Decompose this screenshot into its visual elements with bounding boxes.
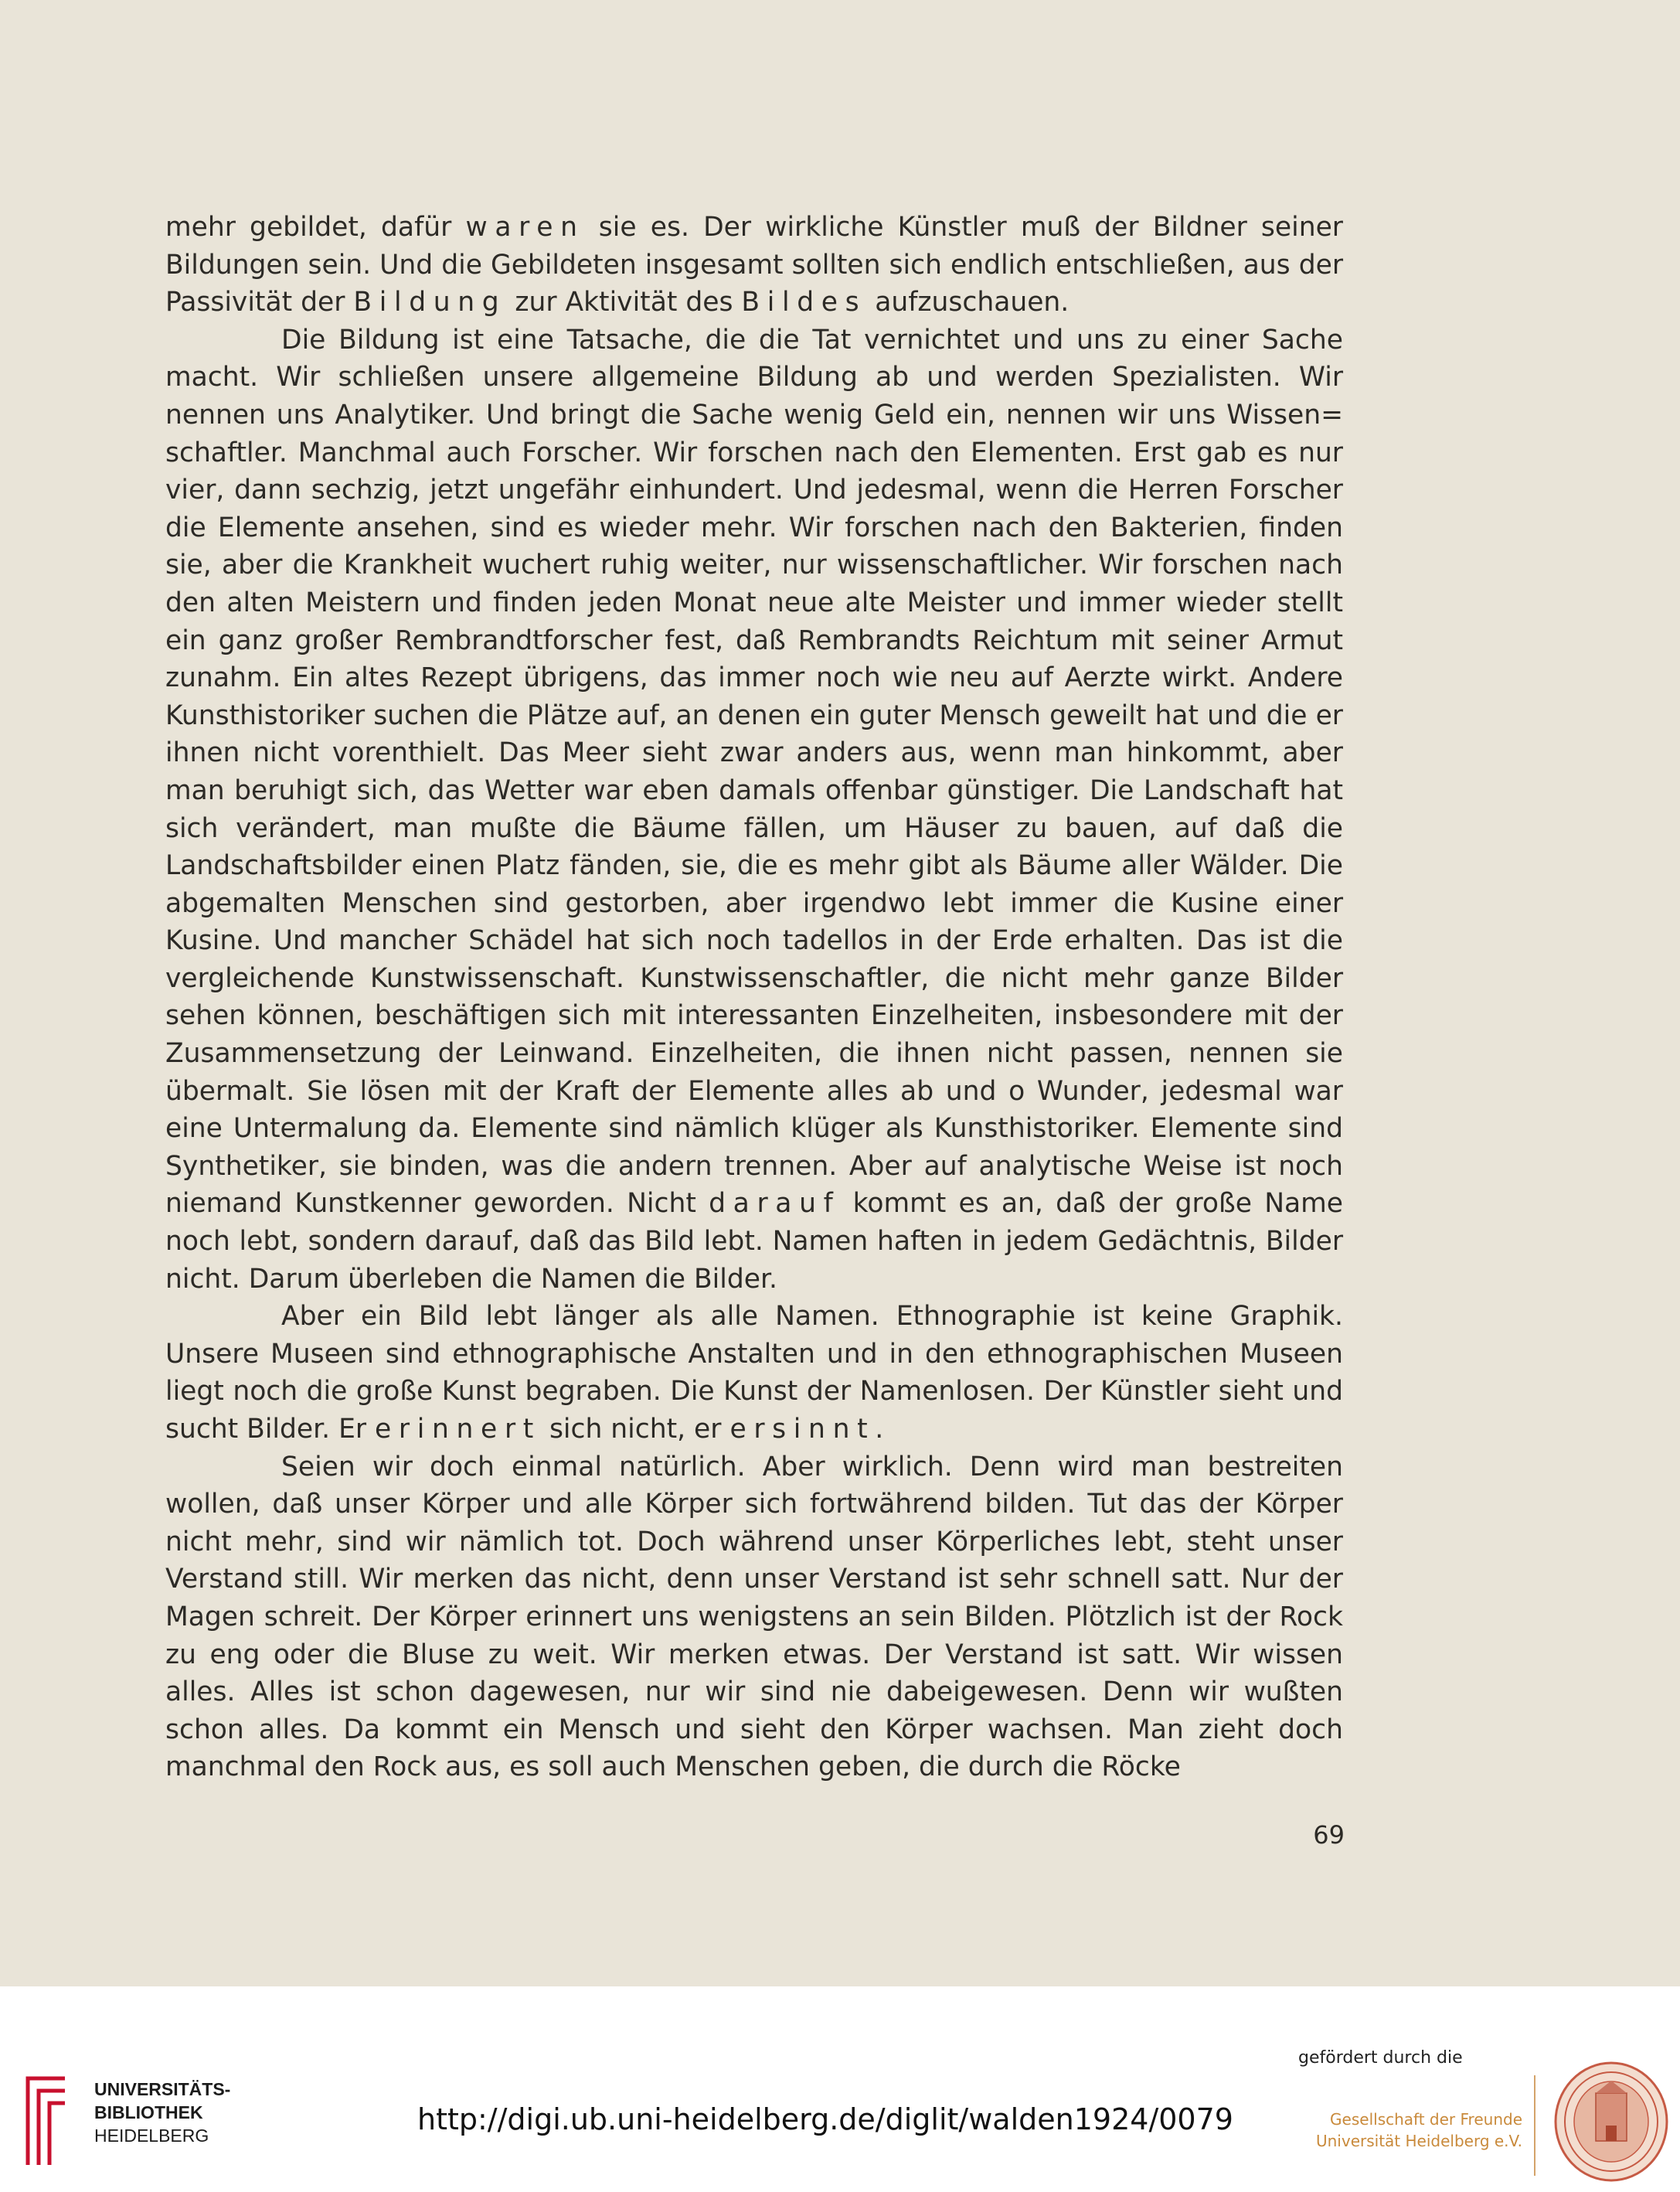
paragraph	[165, 1298, 1343, 1448]
text-run: kommt es an, daß der große Name noch lebt, sondern darauf, daß das Bild lebt. Namen haften in jedem Gedächtnis, Bilder nicht. Darum überleben die Namen die Bilder.	[165, 1188, 1343, 1295]
text-run: Die Bildung ist eine Tatsache, die die Tat vernichtet und uns zu einer Sache macht. Wir schließen unsere allgemeine Bildung ab und werden Spezialisten. Wir nennen uns Analytiker. Und bringt die Sache wenig Geld ein, nennen wir uns Wissen= schaftler. Manchmal auch Forscher. Wir forschen nach den Elementen. Erst gab es nur vier, dann sechzig, jetzt ungefähr einhundert. Und jedesmal, wenn die Herren Forscher die Elemente ansehen, sind es wieder mehr. Wir forschen nach den Bakterien, finden sie, aber die Krankheit wuchert ruhig weiter, nur wissenschaftlicher. Wir forschen nach den alten Meistern und finden jeden Monat neue alte Meister und immer wieder stellt ein ganz großer Rembrandtforscher fest, daß Rembrandts Reichtum mit seiner Armut zunahm. Ein altes Rezept übrigens, das immer noch wie neu auf Aerzte wirkt. Andere Kunsthistoriker suchen die Plätze auf, an denen ein guter Mensch geweilt hat und die er ihnen nicht vorenthielt. Das Meer sieht zwar anders aus, wenn man hinkommt, aber man beruhigt sich, das Wetter war eben damals offenbar günstiger. Die Landschaft hat sich verändert, man mußte die Bäume fällen, um Häuser zu bauen, auf daß die Landschaftsbilder einen Platz fänden, sie, die es mehr gibt als Bäume aller Wälder. Die abgemalten Menschen sind gestorben, aber irgendwo lebt immer die Kusine einer Kusine. Und mancher Schädel hat sich noch tadellos in der Erde erhalten. Das ist die vergleichende Kunstwissenschaft. Kunstwissenschaftler, die nicht mehr ganze Bilder sehen können, beschäftigen sich mit interessanten Einzelheiten, insbesondere mit der Zusammensetzung der Leinwand. Einzelheiten, die ihnen nicht passen, nennen sie übermalt. Sie lösen mit der Kraft der Elemente alles ab und o Wunder, jedesmal war eine Untermalung da. Elemente sind nämlich klüger als Kunsthistoriker. Elemente sind Synthetiker, sie binden, was die andern trennen. Aber auf analytische Weise ist noch niemand Kunstkenner geworden. Nicht	[165, 324, 1343, 1220]
text-run: .	[875, 1414, 884, 1445]
digitization-footer	[0, 1986, 1680, 2192]
permalink-url[interactable]: http://digi.ub.uni-heidelberg.de/diglit/walden1924/0079	[417, 2102, 1233, 2136]
text-run: aufzuschauen.	[866, 287, 1070, 318]
emphasized-word: Bildung	[353, 287, 507, 318]
sponsor-label: gefördert durch die	[1298, 2048, 1463, 2068]
sponsor-name: Gesellschaft der Freunde Universität Heidelberg e.V.	[1315, 2110, 1522, 2150]
page-number: 69	[1313, 1820, 1345, 1850]
text-run: mehr gebildet, dafür	[165, 212, 466, 243]
text-run: Seien wir doch einmal natürlich. Aber wirklich. Denn wird man bestreiten wollen, daß unser Körper und alle Körper sich fortwährend bilden. Tut das der Körper nicht mehr, sind wir nämlich tot. Doch während unser Körperliches lebt, steht unser Verstand still. Wir merken das nicht, denn unser Verstand ist sehr schnell satt. Nur der Magen schreit. Der Körper erinnert uns wenigstens an sein Bilden. Plötzlich ist der Rock zu eng oder die Bluse zu weit. Wir merken etwas. Der Verstand ist satt. Wir wissen alles. Alles ist schon dagewesen, nur wir sind nie dabeigewesen. Denn wir wußten schon alles. Da kommt ein Mensch und sieht den Körper wachsen. Man zieht doch manchmal den Rock aus, es soll auch Menschen geben, die durch die Röcke	[165, 1451, 1343, 1783]
emphasized-word: waren	[465, 212, 585, 243]
text-run: Aber ein Bild lebt länger als alle Namen. Ethnographie ist keine Graphik. Unsere Museen sind ethnographische Anstalten und in den ethnographischen Museen liegt noch die große Kunst begraben. Die Kunst der Namenlosen. Der Künstler sieht und sucht Bilder. Er	[165, 1301, 1343, 1445]
paragraph	[165, 322, 1343, 1298]
emphasized-word: Bildes	[741, 287, 867, 318]
text-run: zur Aktivität des	[506, 287, 742, 318]
emphasized-word: darauf	[709, 1188, 841, 1220]
university-library-name: UNIVERSITÄTS- BIBLIOTHEK HEIDELBERG	[94, 2079, 231, 2146]
university-library-logo-icon	[17, 2075, 71, 2168]
emphasized-word: erinnert	[375, 1414, 541, 1445]
body-text	[165, 209, 1343, 1786]
emphasized-word: ersinnt	[729, 1414, 876, 1445]
footer-divider	[1534, 2075, 1535, 2176]
paragraph	[165, 1448, 1343, 1786]
university-seal-icon	[1553, 2061, 1669, 2183]
paragraph	[165, 209, 1343, 322]
text-run: sich nicht, er	[540, 1414, 730, 1445]
text-run: sie es. Der wirkliche Künstler muß der Bildner seiner Bildungen sein. Und die Gebildeten insgesamt sollten sich endlich entschließen, aus der Passivität der	[165, 212, 1343, 318]
